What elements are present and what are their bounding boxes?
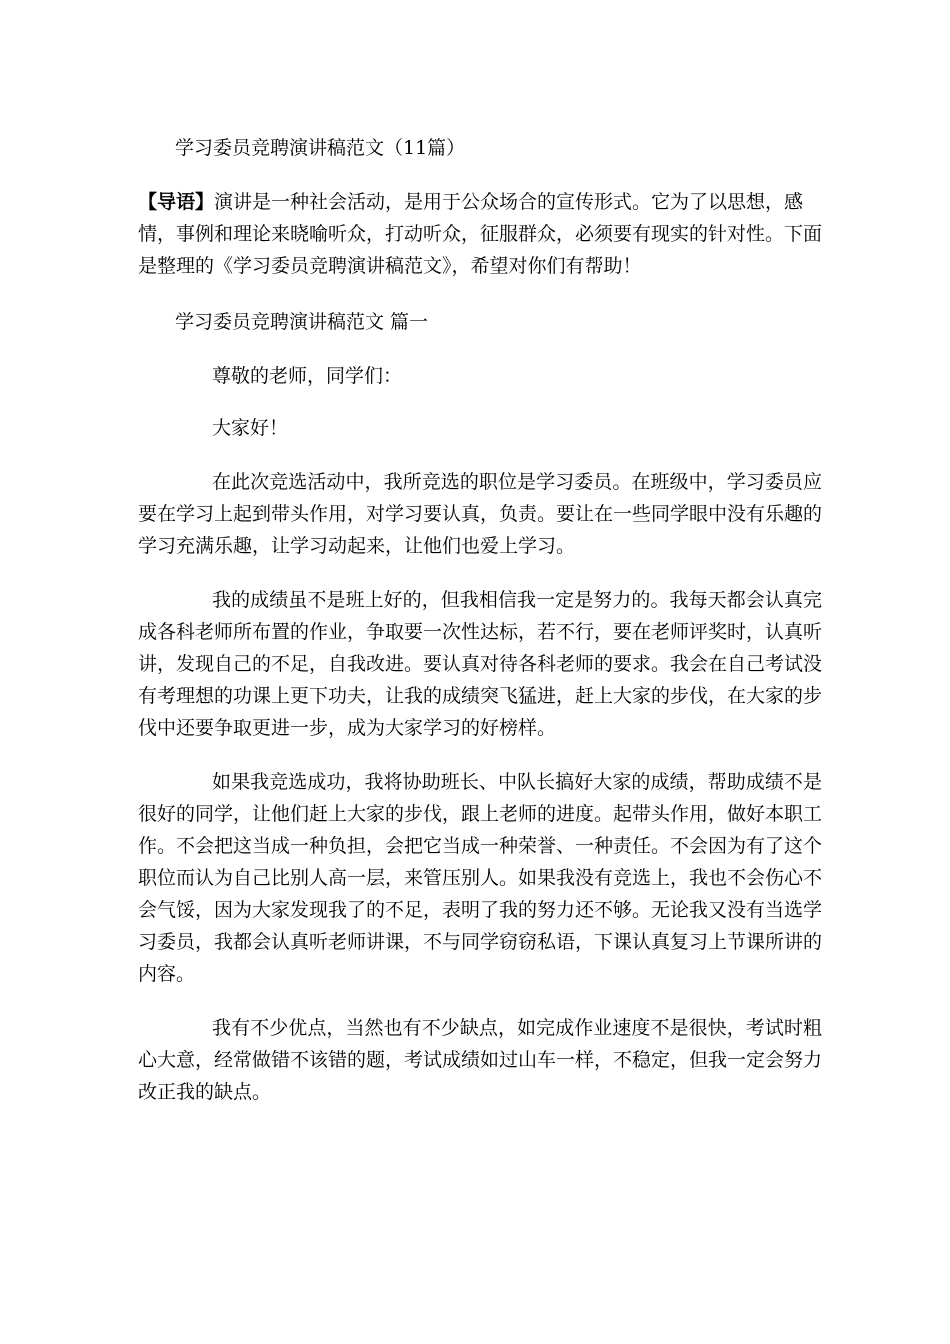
salutation: 尊敬的老师，同学们： — [212, 365, 403, 387]
section-title: 学习委员竞聘演讲稿范文 篇一 — [175, 311, 429, 333]
body-paragraph: 在此次竞选活动中，我所竞选的职位是学习委员。在班级中，学习委员应要在学习上起到带头作用，对学习要认真，负责。要让在一些同学眼中没有乐趣的学习充满乐趣，让学习动起来，让他们也爱上学习。 — [138, 471, 823, 557]
intro-tag: 【导语】 — [138, 191, 215, 213]
greeting: 大家好！ — [212, 417, 289, 439]
body-paragraph: 我有不少优点，当然也有不少缺点，如完成作业速度不是很快，考试时粗心大意，经常做错不该错的题，考试成绩如过山车一样，不稳定，但我一定会努力改正我的缺点。 — [138, 1017, 823, 1103]
body-paragraph: 如果我竞选成功，我将协助班长、中队长搞好大家的成绩，帮助成绩不是很好的同学，让他们赶上大家的步伐，跟上老师的进度。起带头作用，做好本职工作。不会把这当成一种负担，会把它当成一种荣誉、一种责任。不会因为有了这个职位而认为自己比别人高一层，来管压别人。如果我没有竞选上，我也不会伤心不会气馁，因为大家发现我了的不足，表明了我的努力还不够。无论我又没有当选学习委员，我都会认真听老师讲课，不与同学窃窃私语，下课认真复习上节课所讲的内容。 — [138, 771, 823, 985]
document-page — [138, 132, 822, 1108]
intro-paragraph — [138, 186, 822, 282]
body-paragraph: 我的成绩虽不是班上好的，但我相信我一定是努力的。我每天都会认真完成各科老师所布置的作业，争取要一次性达标，若不行，要在老师评奖时，认真听讲，发现自己的不足，自我改进。要认真对待各科老师的要求。我会在自己考试没有考理想的功课上更下功夫，让我的成绩突飞猛进，赶上大家的步伐，在大家的步伐中还要争取更进一步，成为大家学习的好榜样。 — [138, 589, 823, 739]
intro-text: 演讲是一种社会活动，是用于公众场合的宣传形式。它为了以思想，感情，事例和理论来晓喻听众，打动听众，征服群众，必须要有现实的针对性。下面是整理的《学习委员竞聘演讲稿范文》，希望对你们有帮助！ — [138, 191, 823, 277]
document-title: 学习委员竞聘演讲稿范文（11篇） — [175, 137, 466, 159]
